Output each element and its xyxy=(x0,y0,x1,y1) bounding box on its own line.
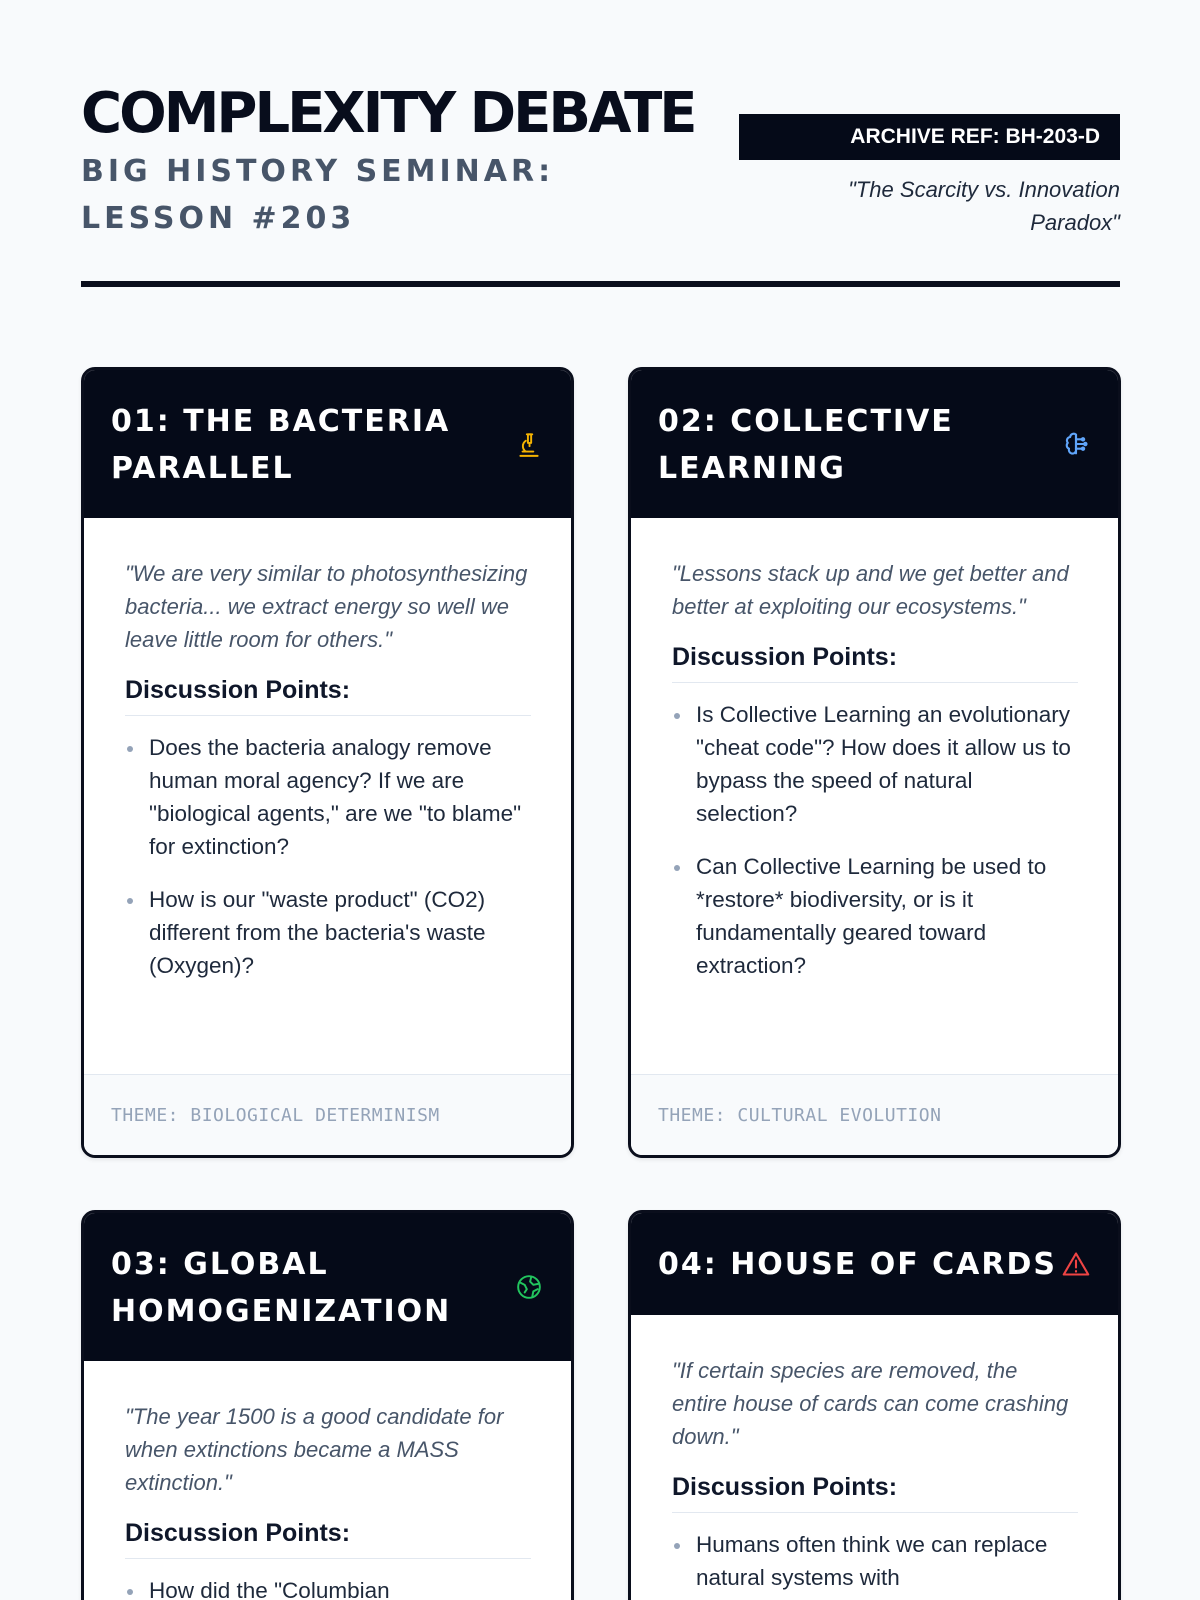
list-item: Is Collective Learning an evolutionary "cheat code"? How does it allow us to bypass the speed of natural selection? xyxy=(672,698,1078,830)
card-header xyxy=(631,1213,1118,1315)
header xyxy=(81,0,1120,287)
list-item: How did the "Columbian xyxy=(125,1574,531,1600)
card-theme-label: THEME: CULTURAL EVOLUTION xyxy=(658,1104,942,1126)
card-quote: "We are very similar to photosynthesizing bacteria... we extract energy so well we leave little room for others." xyxy=(125,561,528,652)
discussion-points-list xyxy=(672,698,1078,982)
brain-icon xyxy=(1062,430,1090,458)
card-body xyxy=(631,1354,1118,1594)
microscope-icon xyxy=(515,430,543,458)
list-item: Humans often think we can replace natural systems with xyxy=(672,1528,1078,1594)
card-body xyxy=(631,557,1118,982)
list-item: How is our "waste product" (CO2) different from the bacteria's waste (Oxygen)? xyxy=(125,883,531,982)
card-header xyxy=(84,370,571,518)
discussion-points-heading: Discussion Points: xyxy=(125,675,531,716)
card-body xyxy=(84,1400,571,1600)
discussion-points-list xyxy=(125,1574,531,1600)
card-theme-footer xyxy=(84,1074,571,1155)
globe-icon xyxy=(515,1273,543,1301)
list-item: Can Collective Learning be used to *restore* biodiversity, or is it fundamentally geared toward extraction? xyxy=(672,850,1078,982)
card-global-homogenization xyxy=(81,1210,574,1600)
card-quote: "The year 1500 is a good candidate for when extinctions became a MASS extinction." xyxy=(125,1404,504,1495)
card-header xyxy=(84,1213,571,1361)
archive-ref-badge xyxy=(739,114,1120,160)
page xyxy=(81,0,1120,287)
card-body xyxy=(84,557,571,982)
header-divider xyxy=(81,281,1120,287)
card-title: 03: GLOBAL HOMOGENIZATION xyxy=(111,1247,452,1329)
card-theme-footer xyxy=(631,1074,1118,1155)
card-title: 04: HOUSE OF CARDS xyxy=(658,1247,1057,1282)
archive-ref-label: ARCHIVE REF: BH-203-D xyxy=(850,125,1100,148)
card-quote: "If certain species are removed, the entire house of cards can come crashing down." xyxy=(672,1358,1069,1449)
card-title: 02: COLLECTIVE LEARNING xyxy=(658,404,954,486)
discussion-points-heading: Discussion Points: xyxy=(125,1518,531,1559)
list-item: Does the bacteria analogy remove human moral agency? If we are "biological agents," are we "to blame" for extinction? xyxy=(125,731,531,863)
discussion-points-list xyxy=(125,731,531,982)
card-quote: "Lessons stack up and we get better and better at exploiting our ecosystems." xyxy=(672,561,1069,619)
card-collective-learning xyxy=(628,367,1121,1158)
card-house-of-cards xyxy=(628,1210,1121,1600)
card-header xyxy=(631,370,1118,518)
discussion-points-heading: Discussion Points: xyxy=(672,1472,1078,1513)
discussion-points-heading: Discussion Points: xyxy=(672,642,1078,683)
discussion-points-list xyxy=(672,1528,1078,1594)
warning-icon xyxy=(1062,1250,1090,1278)
card-title: 01: THE BACTERIA PARALLEL xyxy=(111,404,451,486)
archive-quote: "The Scarcity vs. Innovation Paradox" xyxy=(848,177,1120,235)
card-theme-label: THEME: BIOLOGICAL DETERMINISM xyxy=(111,1104,440,1126)
card-bacteria-parallel xyxy=(81,367,574,1158)
page-title: COMPLEXITY DEBATE xyxy=(81,81,695,146)
page-subtitle: BIG HISTORY SEMINAR: LESSON #203 xyxy=(81,154,555,236)
